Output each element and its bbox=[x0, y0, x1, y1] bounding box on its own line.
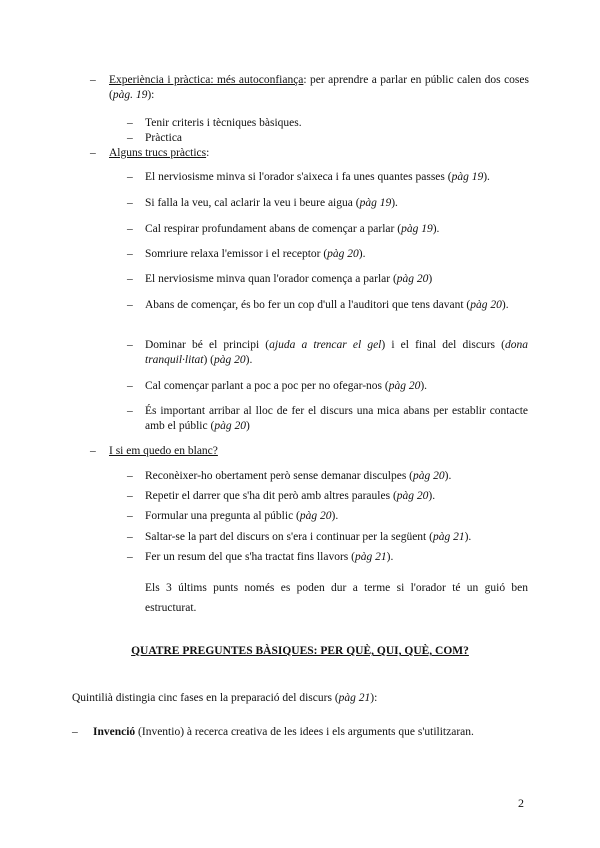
list-item: El nerviosisme minva si l'orador s'aixeca i fa unes quantes passes (pàg 19). bbox=[145, 171, 490, 183]
section-title: I si em quedo en blanc? bbox=[109, 445, 218, 457]
list-item: Abans de començar, és bo fer un cop d'ull a l'auditori que tens davant (pàg 20). bbox=[145, 299, 509, 311]
bullet-dash: – bbox=[127, 380, 133, 392]
section-tail: : bbox=[206, 147, 210, 159]
section-note: Els 3 últims punts només es poden dur a terme si l'orador té un guió ben estructurat. bbox=[145, 582, 528, 614]
bullet-dash: – bbox=[127, 132, 133, 144]
section-title: Experiència i pràctica: més autoconfiança bbox=[109, 74, 304, 86]
list-item: És important arribar al lloc de fer el discurs una mica abans per establir contacte amb el públic (pàg 20) bbox=[145, 405, 528, 432]
bullet-dash: – bbox=[127, 490, 133, 502]
list-item: Saltar-se la part del discurs on s'era i continuar per la següent (pàg 21). bbox=[145, 531, 472, 543]
list-item: Reconèixer-ho obertament però sense demanar disculpes (pàg 20). bbox=[145, 470, 452, 482]
bullet-dash: – bbox=[90, 147, 96, 159]
bullet-dash: – bbox=[127, 510, 133, 522]
list-item: Somriure relaxa l'emissor i el receptor (pàg 20). bbox=[145, 248, 366, 260]
term-bold: Invenció bbox=[93, 726, 136, 738]
bullet-dash: – bbox=[127, 531, 133, 543]
section-experiencia bbox=[109, 73, 529, 103]
bullet-dash: – bbox=[72, 726, 78, 738]
list-item: Dominar bé el principi (ajuda a trencar el gel) i el final del discurs (dona tranquil·litat) (pàg 20). bbox=[145, 339, 528, 366]
bullet-dash: – bbox=[127, 171, 133, 183]
section-tail: ): bbox=[147, 89, 155, 101]
section-trucs bbox=[109, 146, 529, 161]
bullet-dash: – bbox=[127, 551, 133, 563]
page-number: 2 bbox=[518, 796, 524, 810]
list-item: Pràctica bbox=[145, 132, 183, 144]
bullet-dash: – bbox=[127, 339, 133, 351]
list-item: Cal respirar profundament abans de començar a parlar (pàg 19). bbox=[145, 223, 440, 235]
list-item: Si falla la veu, cal aclarir la veu i beure aigua (pàg 19). bbox=[145, 197, 398, 209]
bullet-dash: – bbox=[127, 470, 133, 482]
bullet-dash: – bbox=[127, 405, 133, 417]
bullet-dash: – bbox=[127, 273, 133, 285]
section-text: : per aprendre a parlar en públic calen dos coses ( bbox=[109, 74, 529, 101]
list-item: Repetir el darrer que s'ha dit però amb altres paraules (pàg 20). bbox=[145, 490, 436, 502]
bullet-dash: – bbox=[90, 445, 96, 457]
bullet-dash: – bbox=[127, 117, 133, 129]
section-heading: QUATRE PREGUNTES BÀSIQUES: PER QUÈ, QUI, QUÈ, COM? bbox=[131, 645, 469, 657]
list-item: Fer un resum del que s'ha tractat fins llavors (pàg 21). bbox=[145, 551, 394, 563]
section-title: Alguns trucs pràctics bbox=[109, 147, 207, 159]
bullet-dash: – bbox=[127, 223, 133, 235]
list-item: Cal començar parlant a poc a poc per no ofegar-nos (pàg 20). bbox=[145, 380, 428, 392]
section-blanc bbox=[109, 444, 529, 459]
list-item: El nerviosisme minva quan l'orador comença a parlar (pàg 20) bbox=[145, 273, 433, 285]
invencio-item: Invenció (Inventio) à recerca creativa de les idees i els arguments que s'utilitzaran. bbox=[93, 726, 474, 738]
bullet-dash: – bbox=[90, 74, 96, 86]
bullet-dash: – bbox=[127, 248, 133, 260]
intro-paragraph: Quintilià distingia cinc fases en la preparació del discurs (pàg 21): bbox=[72, 692, 378, 704]
bullet-dash: – bbox=[127, 299, 133, 311]
list-item: Tenir criteris i tècniques bàsiques. bbox=[145, 117, 302, 129]
page-ref: pàg. 19 bbox=[112, 89, 148, 101]
bullet-dash: – bbox=[127, 197, 133, 209]
list-item: Formular una pregunta al públic (pàg 20). bbox=[145, 510, 339, 522]
